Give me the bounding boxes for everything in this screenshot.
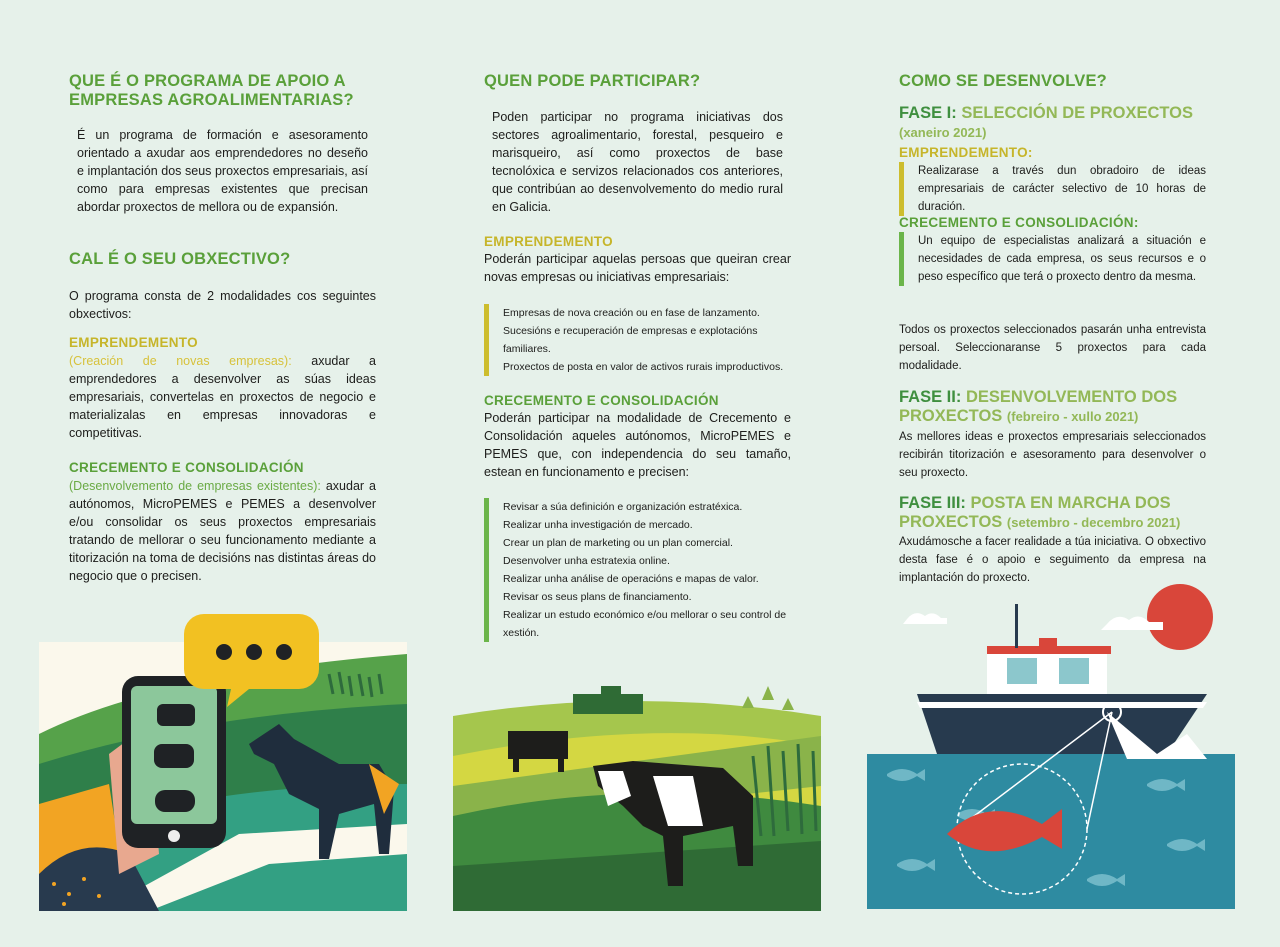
- crec-highlight: (Desenvolvemento de empresas existentes):: [69, 479, 321, 493]
- list-item: Revisar os seus plans de financiamento.: [503, 591, 692, 603]
- fase3-title: POSTA EN MARCHA DOS PROXECTOS: [899, 494, 1171, 531]
- fase2-label: FASE II:: [899, 388, 962, 406]
- list-item: Desenvolver unha estratexia online.: [503, 555, 670, 567]
- list-item: Revisar a súa definición e organización estratéxica.: [503, 501, 743, 513]
- illustration-fishing-boat: [867, 584, 1235, 909]
- emp-title: EMPRENDEMENTO: [69, 335, 198, 350]
- program-title: QUE É O PROGRAMA DE APOIO A EMPRESAS AGROALIMENTARIAS?: [69, 72, 354, 109]
- emp-description: [69, 352, 376, 442]
- fase3-date: (setembro - decembro 2021): [1006, 515, 1181, 530]
- participants-intro: Poden participar no programa iniciativas dos sectores agroalimentario, forestal, pesqueiro e marisqueiro, así como proxectos de base tecnolóxica e servizos relacionados cos anteriores, que contribúan ao desenvolvemento do medio rural en Galicia.: [492, 110, 783, 214]
- col2-crec-text: Poderán participar na modalidade de Crecemento e Consolidación aqueles autónomos, MicroPEMES e PEMES que, con independencia do seu tamaño, estean en funcionamento e precisen:: [484, 411, 791, 479]
- f1-crec-block: [899, 232, 1206, 286]
- f1-emp-block: [899, 162, 1206, 216]
- emp-highlight: (Creación de novas empresas):: [69, 354, 292, 368]
- fase3-heading: [899, 494, 1207, 532]
- f1-note: Todos os proxectos seleccionados pasarán unha entrevista persoal. Seleccionaranse 5 proxectos para cada modalidade.: [899, 324, 1206, 372]
- list-item: Proxectos de posta en valor de activos rurais improductivos.: [503, 361, 784, 373]
- participants-title: QUEN PODE PARTICIPAR?: [484, 72, 701, 90]
- fase2-text: As mellores ideas e proxectos empresariais seleccionados recibirán titorización e asesoramento para desenvolver o seu proxecto.: [899, 431, 1206, 479]
- fase1-title: SELECCIÓN DE PROXECTOS: [961, 104, 1194, 122]
- emp-text: axudar a emprendedores a desenvolver as súas ideas empresariais, convertelas en proxectos de negocio e materializalas en empresas innovadoras e competitivas.: [69, 354, 376, 440]
- col2-crec-list: [484, 498, 793, 642]
- illustration-phone-animals: [39, 614, 407, 911]
- fase3-text: Axudámosche a facer realidade a túa iniciativa. O obxectivo desta fase é o apoio e seguimento da empresa na implantación do proxecto.: [899, 536, 1206, 584]
- fase1-label: FASE I:: [899, 104, 957, 122]
- col2-emp-title: EMPRENDEMENTO: [484, 234, 613, 249]
- col2-emp-text: Poderán participar aquelas persoas que queiran crear novas empresas ou iniciativas empresariais:: [484, 252, 791, 284]
- f1-emp-title: EMPRENDEMENTO:: [899, 145, 1033, 160]
- fase2-heading: [899, 388, 1207, 426]
- crec-text: axudar a autónomos, MicroPEMES e PEMES a desenvolver e/ou consolidar os seus proxectos empresariais tratando de mellorar o seu funcionamento mediante a titorización na toma de decisións nas distintas áreas do negocio que o precisen.: [69, 479, 376, 583]
- list-item: Realizar unha análise de operacións e mapas de valor.: [503, 573, 759, 585]
- f1-crec-title: CRECEMENTO E CONSOLIDACIÓN:: [899, 215, 1139, 230]
- fase1-heading: [899, 104, 1207, 142]
- list-item: Empresas de nova creación ou en fase de lanzamento.: [503, 307, 760, 319]
- fase1-date: (xaneiro 2021): [899, 125, 987, 140]
- illustration-cows-field: [453, 676, 821, 911]
- list-item: Realizar un estudo económico e/ou mellorar o seu control de xestión.: [503, 609, 787, 639]
- development-title: COMO SE DESENVOLVE?: [899, 72, 1107, 90]
- objective-text: O programa consta de 2 modalidades cos seguintes obxectivos:: [69, 289, 376, 321]
- col2-emp-list: [484, 304, 793, 376]
- col2-crec-title: CRECEMENTO E CONSOLIDACIÓN: [484, 393, 719, 408]
- f1-crec-text: Un equipo de especialistas analizará a situación e necesidades de cada empresa, os seus recursos e o peso específico que terá o proxecto dentro da mesma.: [918, 235, 1206, 283]
- list-item: Realizar unha investigación de mercado.: [503, 519, 693, 531]
- objective-title: CAL É O SEU OBXECTIVO?: [69, 250, 291, 268]
- fase2-title: DESENVOLVEMENTO DOS PROXECTOS: [899, 388, 1178, 425]
- fase2-date: (febreiro - xullo 2021): [1006, 409, 1139, 424]
- list-item: Crear un plan de marketing ou un plan comercial.: [503, 537, 733, 549]
- program-intro: É un programa de formación e asesoramento orientado a axudar aos emprendedores no deseño e implantación dos seus proxectos empresariais, así como para empresas existentes que precisan abordar proxectos de mellora ou de expansión.: [77, 128, 368, 214]
- list-item: Sucesións e recuperación de empresas e explotacións familiares.: [503, 325, 758, 355]
- f1-emp-text: Realizarase a través dun obradoiro de ideas empresariais de carácter selectivo de 10 horas de duración.: [918, 165, 1206, 213]
- crec-description: [69, 477, 376, 585]
- fase3-label: FASE III:: [899, 494, 966, 512]
- crec-title: CRECEMENTO E CONSOLIDACIÓN: [69, 460, 304, 475]
